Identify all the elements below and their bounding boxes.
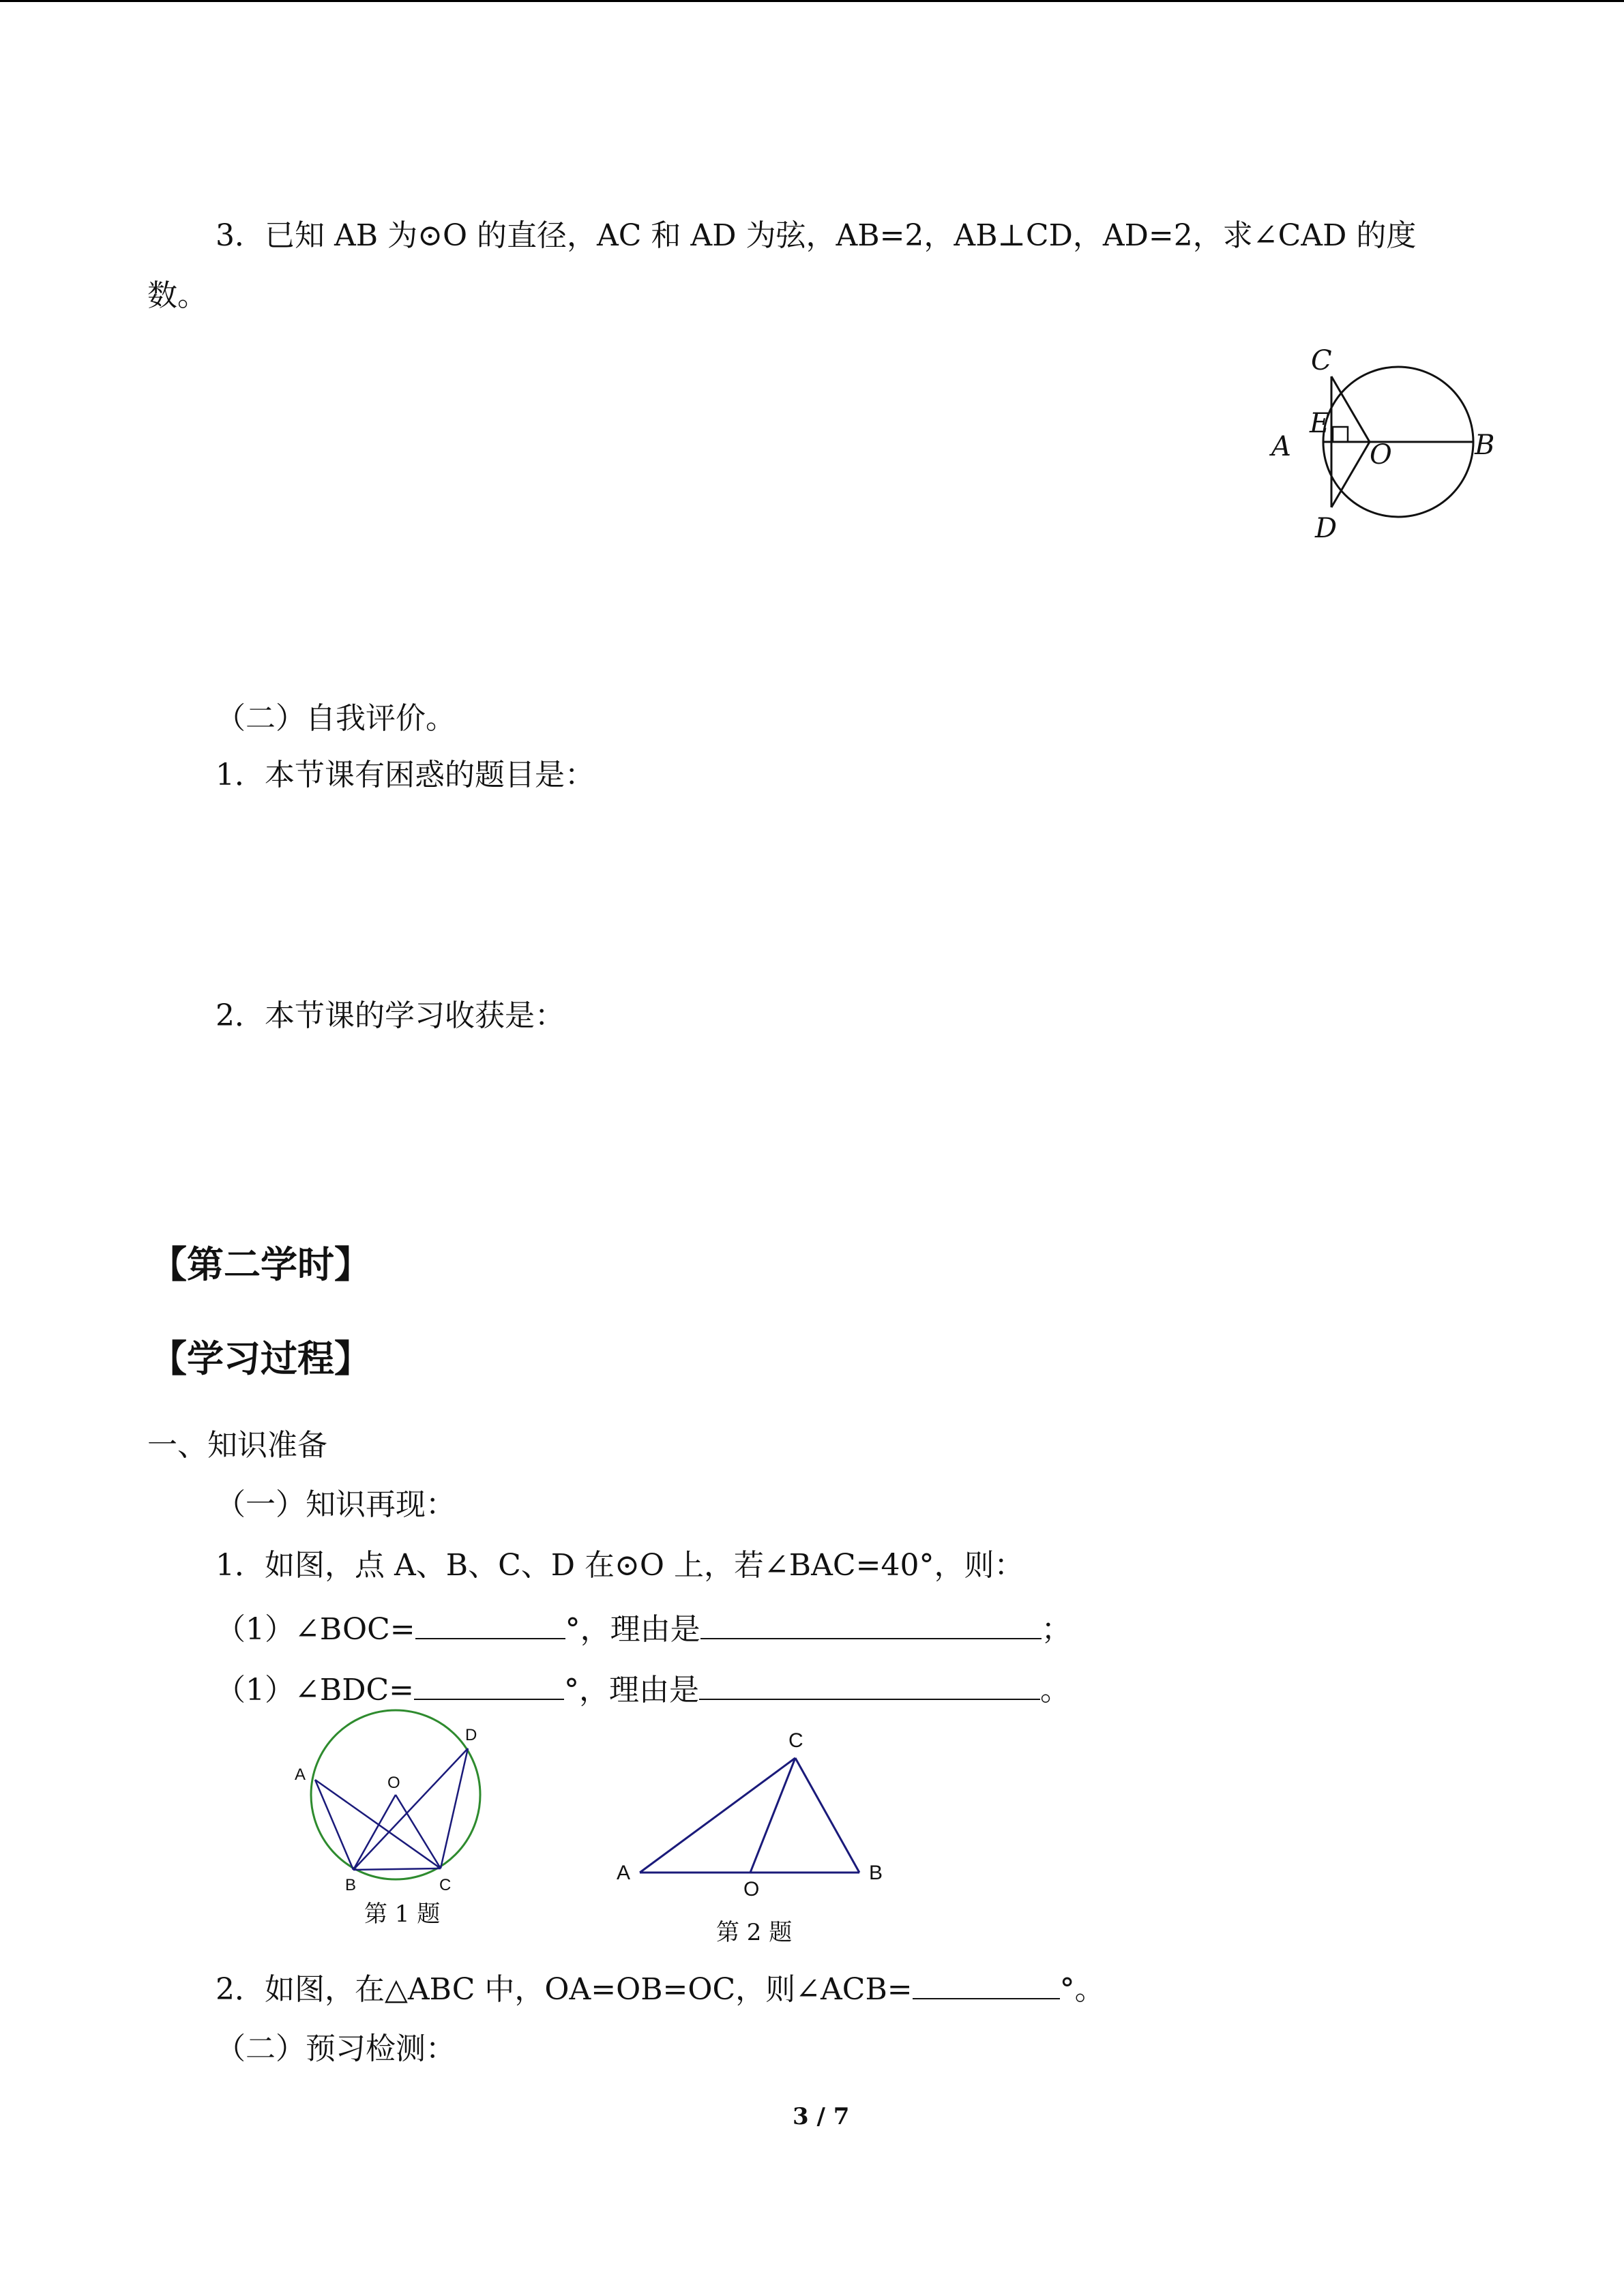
q1b-angle-blank[interactable] — [414, 1667, 564, 1700]
knowledge-sub2: （二）预习检测： — [216, 2031, 456, 2066]
label-o: O — [1370, 439, 1392, 471]
self-eval-q1: 1．本节课有困惑的题目是： — [216, 758, 595, 792]
problem3-line1: 3．已知 AB 为⊙O 的直径，AC 和 AD 为弦，AB=2，AB⊥CD，AD=2，求∠CAD 的度 — [216, 218, 1417, 253]
q1a-end: ； — [1041, 1612, 1072, 1647]
figure2-triangle-diagram — [607, 1725, 894, 1903]
page-number: 3 / 7 — [793, 2103, 850, 2130]
figure1-label-a: A — [295, 1765, 306, 1784]
q1b-mid: °，理由是 — [564, 1673, 700, 1708]
figure2-label-b: B — [869, 1862, 883, 1884]
figure1-label-b: B — [345, 1876, 357, 1894]
figure2-caption: 第 2 题 — [716, 1919, 793, 1946]
label-b: B — [1475, 430, 1495, 461]
heading-learning-process: 【学习过程】 — [150, 1337, 371, 1380]
figure1-label-c: C — [439, 1876, 452, 1894]
figure2-label-o: O — [743, 1878, 760, 1900]
figure2-label-a: A — [617, 1862, 631, 1884]
q2-prefix: 2．如图，在△ABC 中，OA=OB=OC，则∠ACB= — [216, 1972, 913, 2007]
figure1-label-o: O — [387, 1774, 400, 1792]
q2-angle-blank[interactable] — [913, 1967, 1060, 1999]
top-border — [0, 0, 1624, 2]
radius-od — [1331, 442, 1370, 507]
figure1-seg-bc — [353, 1868, 441, 1870]
radius-oc — [1331, 376, 1370, 442]
figure2-label-c: C — [788, 1729, 803, 1752]
q1b-end: 。 — [1040, 1673, 1071, 1708]
heading-second-lesson: 【第二学时】 — [150, 1243, 371, 1286]
knowledge-q2 — [216, 1967, 1105, 2010]
q1a-angle-blank[interactable] — [415, 1607, 565, 1639]
figure1-seg-db — [353, 1748, 468, 1870]
q1b-prefix: （1）∠BDC= — [216, 1673, 415, 1708]
knowledge-title: 一、知识准备 — [147, 1428, 327, 1463]
q2-end: °。 — [1059, 1972, 1105, 2007]
q1b-reason-blank[interactable] — [699, 1667, 1040, 1700]
knowledge-q1a — [216, 1607, 1072, 1650]
label-d: D — [1315, 513, 1338, 544]
knowledge-q1: 1．如图，点 A、B、C、D 在⊙O 上，若∠BAC=40°，则： — [216, 1548, 1024, 1583]
q1a-reason-blank[interactable] — [700, 1607, 1042, 1639]
self-eval-title: （二）自我评价。 — [216, 701, 456, 736]
label-e: E — [1310, 408, 1330, 439]
label-a: A — [1271, 431, 1291, 462]
figure1-circle-diagram — [286, 1712, 505, 1896]
figure1-label-d: D — [465, 1726, 477, 1744]
circle-diagram-problem3 — [1255, 341, 1514, 546]
q1a-prefix: （1）∠BOC= — [216, 1612, 415, 1647]
knowledge-sub1: （一）知识再现： — [216, 1487, 456, 1522]
figure2-seg-bc — [795, 1758, 859, 1873]
figure1-caption: 第 1 题 — [364, 1900, 441, 1928]
figure1-seg-oc — [396, 1795, 441, 1868]
knowledge-q1b — [216, 1667, 1070, 1711]
figure1-seg-dc — [441, 1748, 468, 1868]
self-eval-q2: 2．本节课的学习收获是： — [216, 998, 565, 1033]
problem3-line2: 数。 — [147, 278, 207, 313]
q1a-mid: °，理由是 — [565, 1612, 700, 1647]
label-c: C — [1311, 345, 1332, 376]
right-angle-mark — [1333, 427, 1348, 442]
